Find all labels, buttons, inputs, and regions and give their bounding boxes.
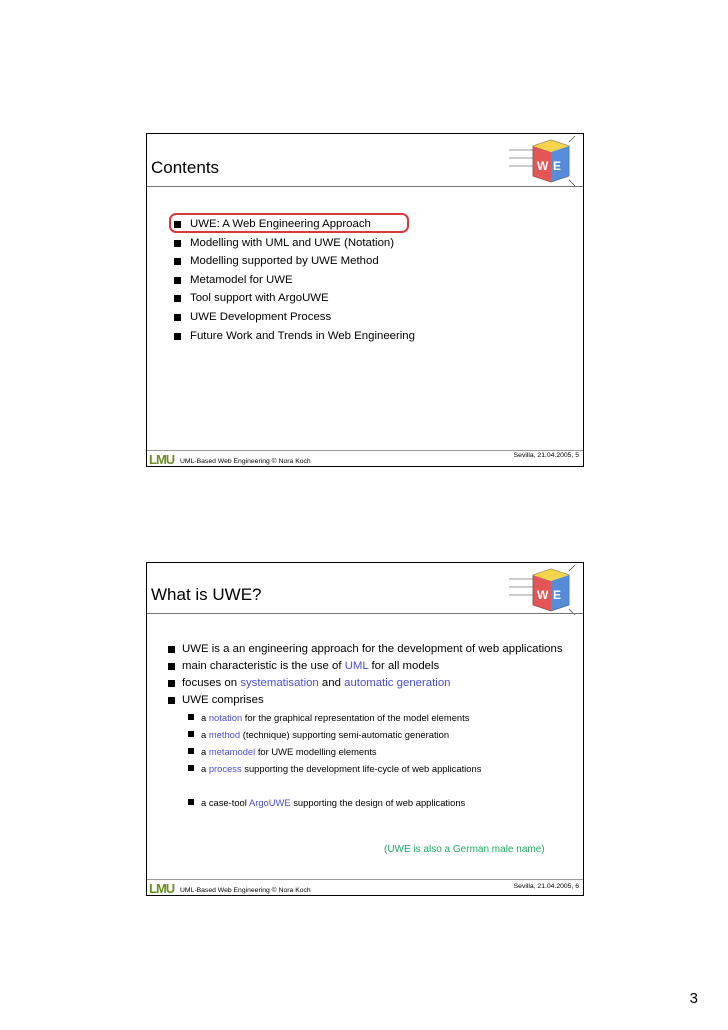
text: (technique) supporting semi-automatic generation xyxy=(240,729,450,740)
text: focuses on xyxy=(182,677,241,689)
text: for the graphical representation of the model elements xyxy=(242,712,470,723)
svg-text:E: E xyxy=(553,159,562,173)
highlight-term: process xyxy=(208,763,242,774)
contents-list xyxy=(173,215,415,345)
uwe-cube-logo xyxy=(507,136,577,186)
footer-author: UML-Based Web Engineering © Nora Koch xyxy=(180,887,311,894)
highlight-term: ArgoUWE xyxy=(248,797,291,808)
footer-date-page: Sevilla, 21.04.2005, 5 xyxy=(513,452,579,459)
list-item: Tool support with ArgoUWE xyxy=(173,289,415,308)
sub-list-item xyxy=(187,794,572,811)
svg-text:E: E xyxy=(553,588,562,602)
list-item: UWE: A Web Engineering Approach xyxy=(173,215,415,234)
text: supporting the design of web applications xyxy=(290,797,466,808)
footer-divider xyxy=(147,450,583,451)
slide-what-is-uwe xyxy=(146,562,584,896)
text: a xyxy=(201,712,209,723)
list-item: Metamodel for UWE xyxy=(173,271,415,290)
footer-author: UML-Based Web Engineering © Nora Koch xyxy=(180,458,311,465)
text: a case-tool xyxy=(201,797,249,808)
svg-text:W: W xyxy=(537,159,549,173)
lmu-logo: LMU xyxy=(149,881,175,896)
uwe-description-list xyxy=(167,641,572,811)
highlight-term: UML xyxy=(344,660,369,672)
sub-list-item xyxy=(187,726,572,743)
list-item: Modelling with UML and UWE (Notation) xyxy=(173,234,415,253)
list-item: UWE Development Process xyxy=(173,308,415,327)
slide-title: What is UWE? xyxy=(151,585,262,604)
footer-date-page: Sevilla, 21.04.2005, 6 xyxy=(513,883,579,890)
list-item xyxy=(167,675,572,692)
title-divider xyxy=(147,613,583,614)
text: a xyxy=(201,729,209,740)
slide-contents xyxy=(146,133,584,467)
text: and xyxy=(318,677,345,689)
text: a xyxy=(201,763,209,774)
title-divider xyxy=(147,186,583,187)
list-item xyxy=(167,658,572,675)
svg-text:W: W xyxy=(537,588,549,602)
sub-list-item xyxy=(187,760,572,777)
highlight-term: systematisation xyxy=(240,677,319,689)
highlight-term: method xyxy=(208,729,241,740)
text: a xyxy=(201,746,209,757)
page-number: 3 xyxy=(689,990,698,1007)
list-item: Future Work and Trends in Web Engineering xyxy=(173,327,415,346)
lmu-logo: LMU xyxy=(149,452,175,467)
sub-list-item xyxy=(187,743,572,760)
uwe-cube-logo xyxy=(507,565,577,615)
text: for all models xyxy=(368,660,440,672)
text: main characteristic is the use of xyxy=(182,660,345,672)
side-note: (UWE is also a German male name) xyxy=(384,844,545,855)
list-item: Modelling supported by UWE Method xyxy=(173,252,415,271)
highlight-term: automatic generation xyxy=(344,677,451,689)
list-item: UWE is a an engineering approach for the development of web applications xyxy=(167,641,572,658)
highlight-term: metamodel xyxy=(208,746,256,757)
highlight-term: notation xyxy=(208,712,243,723)
sub-list-item xyxy=(187,709,572,726)
slide-title: Contents xyxy=(151,158,220,177)
list-item: UWE comprises xyxy=(167,692,572,709)
text: for UWE modelling elements xyxy=(255,746,377,757)
text: supporting the development life-cycle of web applications xyxy=(241,763,482,774)
footer-divider xyxy=(147,879,583,880)
